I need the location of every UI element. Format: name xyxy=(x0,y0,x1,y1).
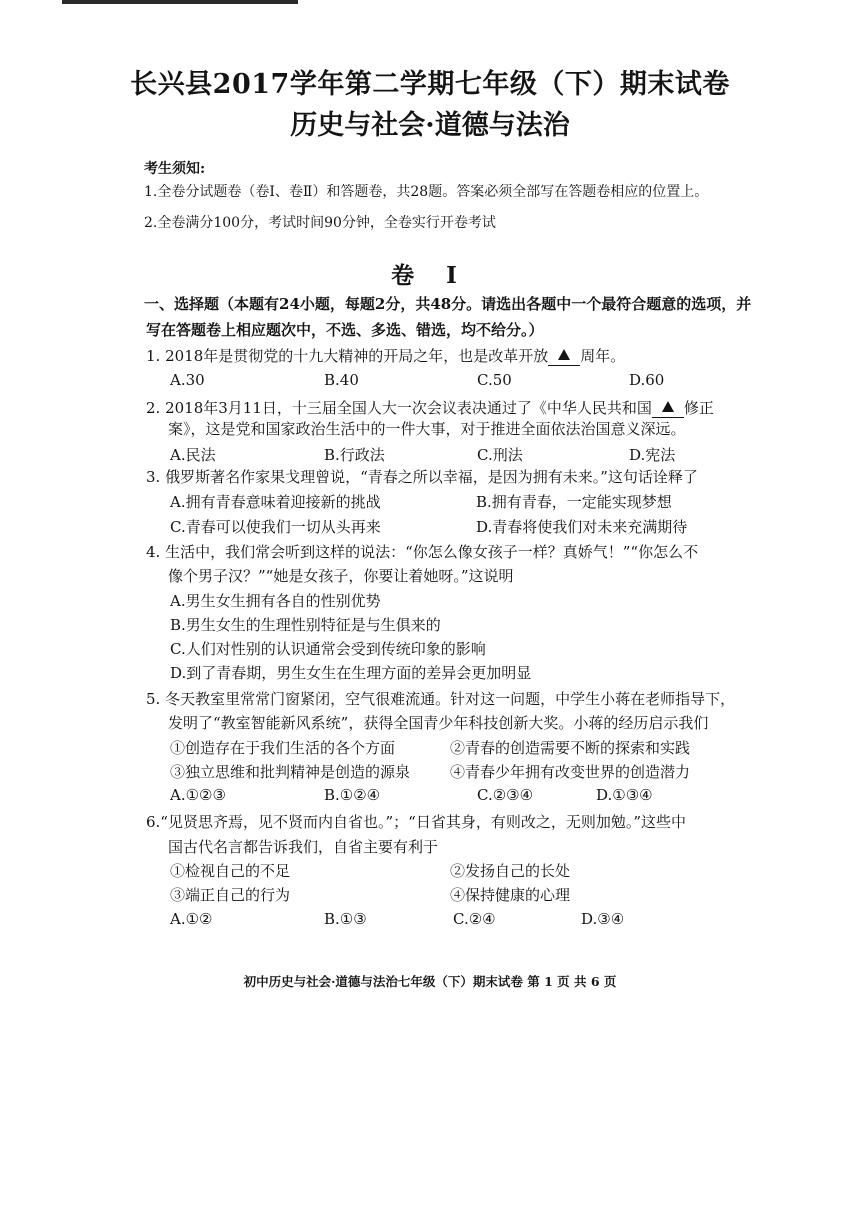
question-5-option-b: B.①②④ xyxy=(324,786,381,804)
question-2-stem-line2: 案》，这是党和国家政治生活中的一件大事，对于推进全面依法治国意义深远。 xyxy=(168,420,686,438)
question-5-option-d: D.①③④ xyxy=(596,786,653,804)
question-1-option-a: A.30 xyxy=(170,371,205,389)
exam-title: 长兴县2017学年第二学期七年级（下）期末试卷 xyxy=(130,69,730,100)
question-2-option-a: A.民法 xyxy=(170,446,216,464)
question-5-stem-line2: 发明了“教室智能新风系统”，获得全国青少年科技创新大奖。小蒋的经历启示我们 xyxy=(168,714,709,732)
question-2-stem-text: 2. 2018年3月11日，十三届全国人大一次会议表决通过了《中华人民共和国 xyxy=(146,399,652,417)
question-3-option-c: C.青春可以使我们一切从头再来 xyxy=(170,518,381,536)
question-1-option-c: C.50 xyxy=(477,371,512,389)
question-3-stem: 3. 俄罗斯著名作家果戈理曾说，“青春之所以幸福，是因为拥有未来。”这句话诠释了 xyxy=(146,468,698,486)
question-3-option-d: D.青春将使我们对未来充满期待 xyxy=(476,518,688,536)
question-4-option-c: C.人们对性别的认识通常会受到传统印象的影响 xyxy=(170,640,486,658)
question-3-option-a: A.拥有青春意味着迎接新的挑战 xyxy=(170,493,381,511)
question-1-option-b: B.40 xyxy=(324,371,359,389)
notice-item-1: 1.全卷分试题卷（卷Ⅰ、卷Ⅱ）和答题卷，共28题。答案必须全部写在答题卷相应的位置上。 xyxy=(144,184,709,200)
notice-item-2: 2.全卷满分100分，考试时间90分钟，全卷实行开卷考试 xyxy=(144,215,496,231)
question-4-option-b: B.男生女生的生理性别特征是与生俱来的 xyxy=(170,616,441,634)
exam-subtitle: 历史与社会·道德与法治 xyxy=(290,110,570,141)
section-instructions-1: 一、选择题（本题有24小题，每题2分，共48分。请选出各题中一个最符合题意的选项，并 xyxy=(144,295,752,313)
question-5-item-2: ②青春的创造需要不断的探索和实践 xyxy=(450,739,691,757)
question-6-option-d: D.③④ xyxy=(581,910,625,928)
question-4-option-a: A.男生女生拥有各自的性别优势 xyxy=(170,592,381,610)
volume-heading: 卷 Ⅰ xyxy=(391,262,469,289)
triangle-icon xyxy=(558,349,570,360)
question-5-option-c: C.②③④ xyxy=(477,786,534,804)
question-6-item-1: ①检视自己的不足 xyxy=(170,862,291,880)
question-4-stem: 4. 生活中，我们常会听到这样的说法：“你怎么像女孩子一样？真娇气！”“你怎么不 xyxy=(146,543,699,561)
question-3-option-b: B.拥有青春，一定能实现梦想 xyxy=(476,493,672,511)
question-5-item-1: ①创造存在于我们生活的各个方面 xyxy=(170,739,396,757)
top-rule xyxy=(62,0,298,4)
question-6-stem: 6.“见贤思齐焉，见不贤而内自省也。”；“日省其身，有则改之，无则加勉。”这些中 xyxy=(146,813,686,831)
question-5-stem: 5. 冬天教室里常常门窗紧闭，空气很难流通。针对这一问题，中学生小蒋在老师指导下， xyxy=(146,690,736,708)
question-5-item-4: ④青春少年拥有改变世界的创造潜力 xyxy=(450,763,691,781)
question-1-option-d: D.60 xyxy=(629,371,665,389)
question-6-item-4: ④保持健康的心理 xyxy=(450,886,571,904)
question-2-option-d: D.宪法 xyxy=(629,446,676,464)
question-6-item-2: ②发扬自己的长处 xyxy=(450,862,571,880)
question-6-option-c: C.②④ xyxy=(453,910,496,928)
question-6-option-b: B.①③ xyxy=(324,910,367,928)
question-6-item-3: ③端正自己的行为 xyxy=(170,886,291,904)
triangle-icon xyxy=(662,401,674,412)
question-4-option-d: D.到了青春期，男生女生在生理方面的差异会更加明显 xyxy=(170,664,532,682)
question-5-option-a: A.①②③ xyxy=(170,786,226,804)
question-5-item-3: ③独立思维和批判精神是创造的源泉 xyxy=(170,763,411,781)
answer-blank xyxy=(652,399,684,418)
question-2-option-c: C.刑法 xyxy=(477,446,523,464)
question-1-stem-tail: 周年。 xyxy=(580,347,626,365)
question-2-option-b: B.行政法 xyxy=(324,446,385,464)
notice-title: 考生须知: xyxy=(144,161,206,177)
question-6-option-a: A.①② xyxy=(170,910,213,928)
question-1-stem-text: 1. 2018年是贯彻党的十九大精神的开局之年，也是改革开放 xyxy=(146,347,549,365)
answer-blank xyxy=(548,347,580,366)
question-4-stem-line2: 像个男子汉？”“她是女孩子，你要让着她呀。”这说明 xyxy=(168,567,514,585)
page-footer: 初中历史与社会·道德与法治七年级（下）期末试卷 第 1 页 共 6 页 xyxy=(243,974,617,989)
question-6-stem-line2: 国古代名言都告诉我们，自省主要有利于 xyxy=(168,838,439,856)
question-1-stem xyxy=(146,345,625,366)
question-2-stem-tail: 修正 xyxy=(683,399,714,417)
section-instructions-2: 写在答题卷上相应题次中，不选、多选、错选，均不给分。） xyxy=(146,321,544,339)
question-2-stem xyxy=(146,397,714,418)
